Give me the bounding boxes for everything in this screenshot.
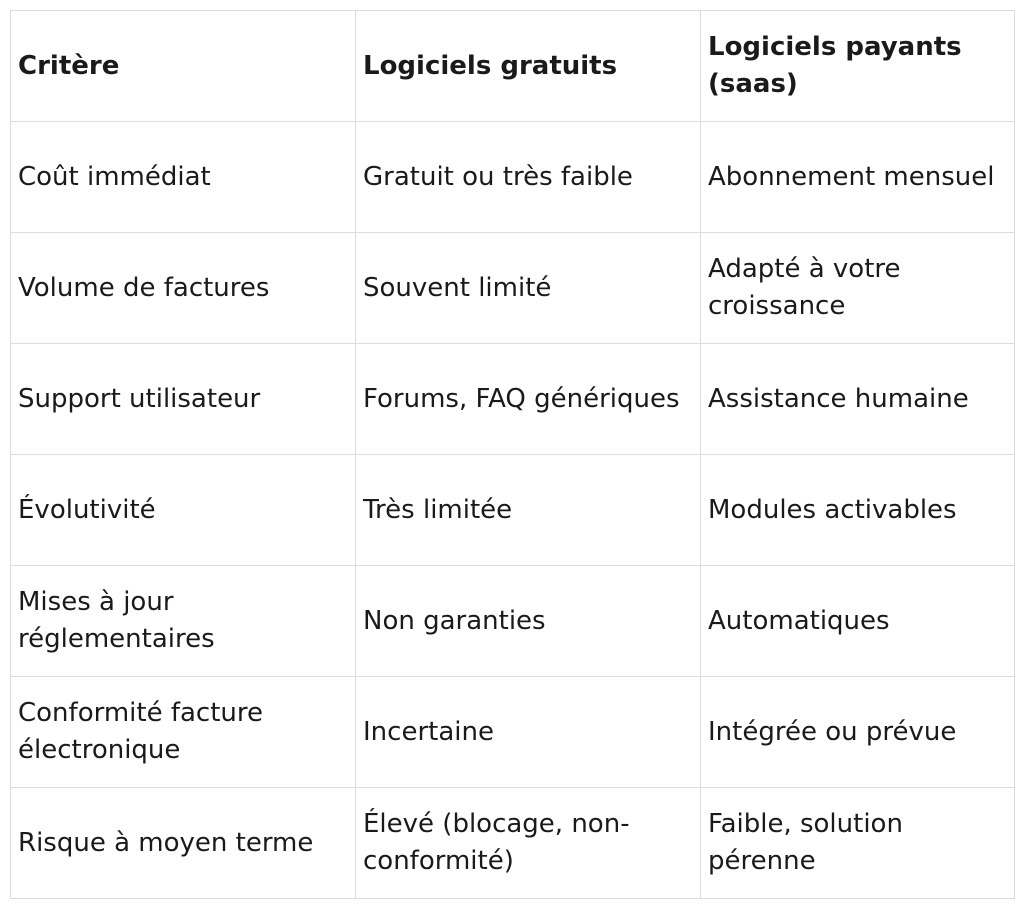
header-criterion: Critère — [11, 11, 356, 122]
table-body — [11, 122, 1015, 899]
header-paid-software: Logiciels payants (saas) — [701, 11, 1015, 122]
cell-paid: Abonnement mensuel — [701, 122, 1015, 233]
cell-free: Gratuit ou très faible — [356, 122, 701, 233]
cell-paid: Automatiques — [701, 566, 1015, 677]
cell-criterion: Volume de factures — [11, 233, 356, 344]
comparison-table — [10, 10, 1015, 899]
cell-paid: Faible, solution pérenne — [701, 788, 1015, 899]
cell-paid: Modules activables — [701, 455, 1015, 566]
cell-free: Forums, FAQ génériques — [356, 344, 701, 455]
cell-criterion: Mises à jour réglementaires — [11, 566, 356, 677]
cell-criterion: Évolutivité — [11, 455, 356, 566]
table-header — [11, 11, 1015, 122]
cell-criterion: Coût immédiat — [11, 122, 356, 233]
table-row — [11, 566, 1015, 677]
cell-criterion: Support utilisateur — [11, 344, 356, 455]
cell-free: Non garanties — [356, 566, 701, 677]
cell-free: Souvent limité — [356, 233, 701, 344]
table-row — [11, 455, 1015, 566]
cell-free: Très limitée — [356, 455, 701, 566]
cell-free: Incertaine — [356, 677, 701, 788]
table-row — [11, 788, 1015, 899]
cell-paid: Adapté à votre croissance — [701, 233, 1015, 344]
table-row — [11, 677, 1015, 788]
header-free-software: Logiciels gratuits — [356, 11, 701, 122]
cell-criterion: Conformité facture électronique — [11, 677, 356, 788]
cell-paid: Assistance humaine — [701, 344, 1015, 455]
header-row — [11, 11, 1015, 122]
cell-free: Élevé (blocage, non-conformité) — [356, 788, 701, 899]
table-row — [11, 344, 1015, 455]
cell-criterion: Risque à moyen terme — [11, 788, 356, 899]
table-row — [11, 233, 1015, 344]
table-row — [11, 122, 1015, 233]
cell-paid: Intégrée ou prévue — [701, 677, 1015, 788]
